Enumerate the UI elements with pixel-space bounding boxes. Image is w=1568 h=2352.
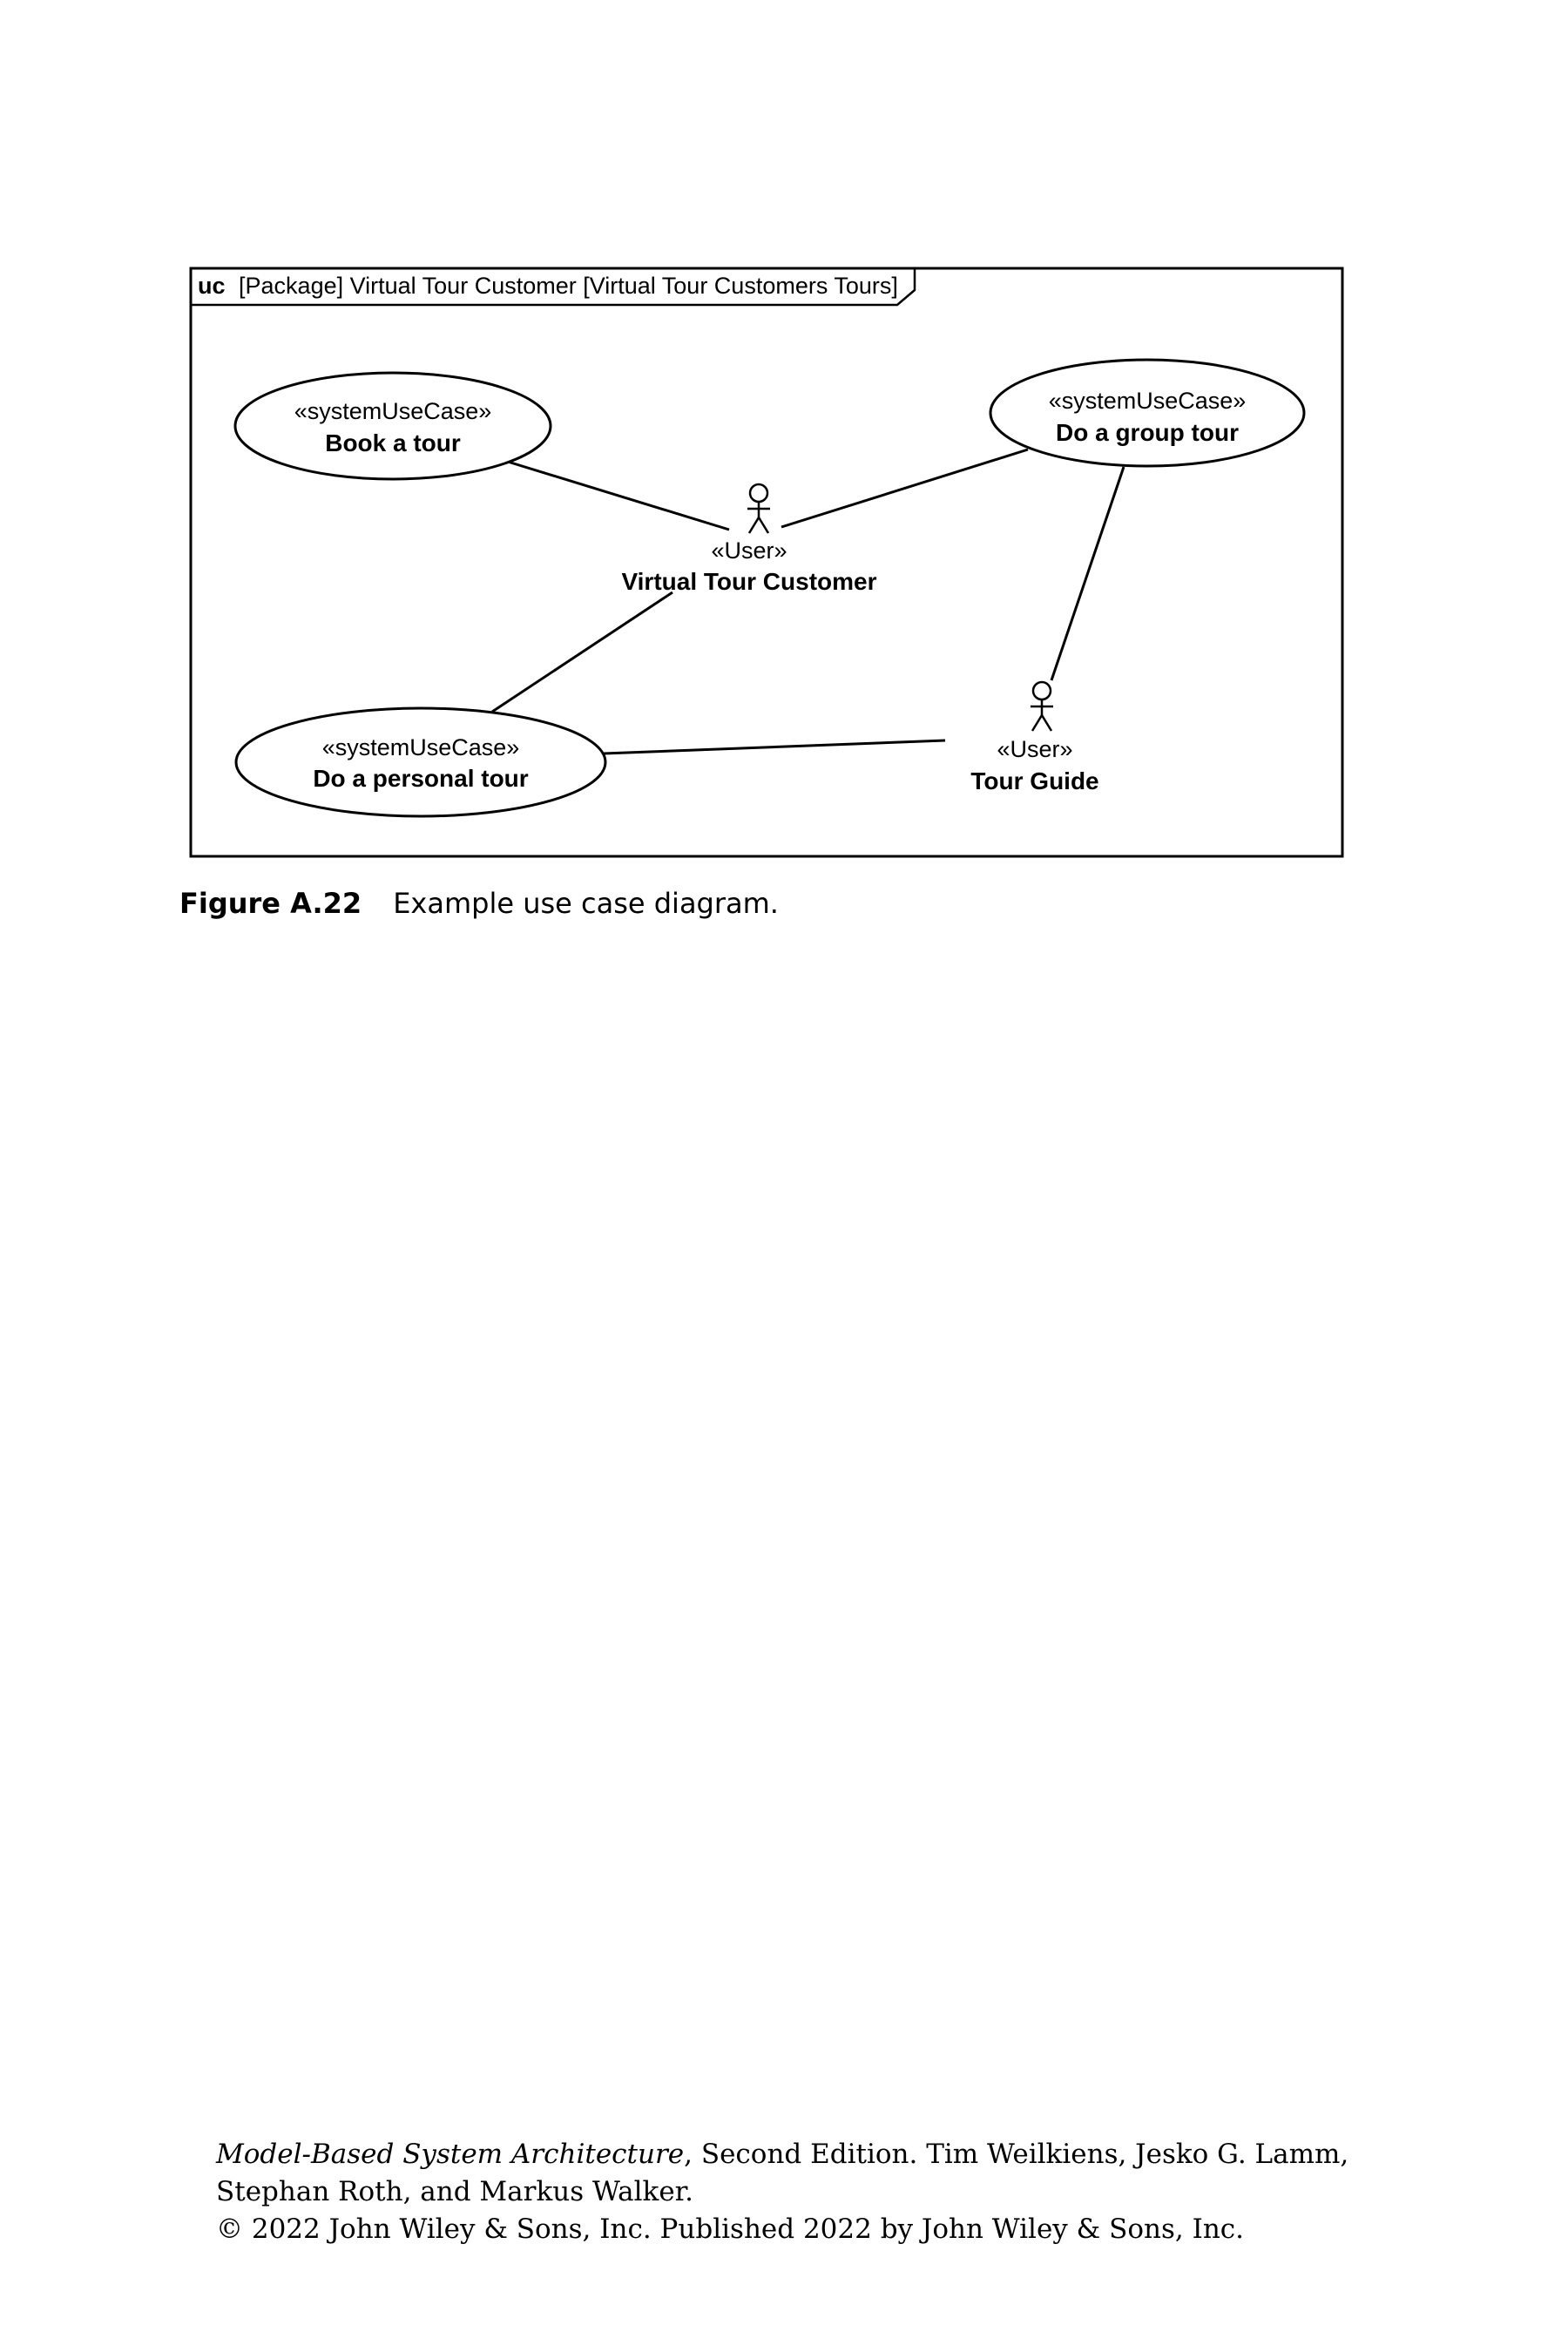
association-customer-personal (492, 592, 672, 712)
footer-line-1-rest: , Second Edition. Tim Weilkiens, Jesko G. Lamm, (684, 2139, 1349, 2170)
use-case-name: Do a personal tour (313, 765, 529, 792)
actor-stereotype: «User» (711, 537, 787, 564)
copyright-footer (216, 2136, 1348, 2248)
use-case-do-a-group-tour (990, 360, 1304, 466)
actor-virtual-tour-customer (621, 484, 876, 595)
use-case-stereotype: «systemUseCase» (321, 734, 520, 760)
association-guide-personal (604, 740, 945, 754)
actor-name: Virtual Tour Customer (621, 568, 877, 595)
footer-line-3: © 2022 John Wiley & Sons, Inc. Published 2022 by John Wiley & Sons, Inc. (216, 2213, 1245, 2245)
stick-figure-icon (1031, 682, 1053, 731)
footer-line-1 (216, 2136, 1348, 2173)
frame-kind: uc (198, 273, 226, 299)
association-customer-group (781, 449, 1028, 527)
use-case-stereotype: «systemUseCase» (294, 398, 492, 424)
frame-title: [Package] Virtual Tour Customer [Virtual Tour Customers Tours] (239, 273, 898, 299)
use-case-book-a-tour (235, 373, 551, 479)
association-guide-group (1051, 467, 1124, 680)
book-title: Model-Based System Architecture (216, 2139, 685, 2170)
actor-stereotype: «User» (997, 736, 1073, 762)
use-case-name: Book a tour (325, 429, 461, 456)
frame-label (198, 273, 898, 299)
figure-label: Figure A.22 (179, 887, 362, 920)
use-case-diagram (0, 0, 1568, 871)
stick-figure-icon (747, 484, 770, 533)
use-case-do-a-personal-tour (236, 708, 605, 816)
actor-tour-guide (970, 682, 1098, 794)
association-customer-book (508, 462, 729, 530)
use-case-name: Do a group tour (1056, 419, 1239, 446)
figure-caption-text: Example use case diagram. (393, 887, 779, 920)
footer-line-2: Stephan Roth, and Markus Walker. (216, 2176, 693, 2207)
use-case-stereotype: «systemUseCase» (1048, 388, 1247, 414)
figure-caption (179, 887, 779, 920)
actor-name: Tour Guide (970, 767, 1099, 794)
